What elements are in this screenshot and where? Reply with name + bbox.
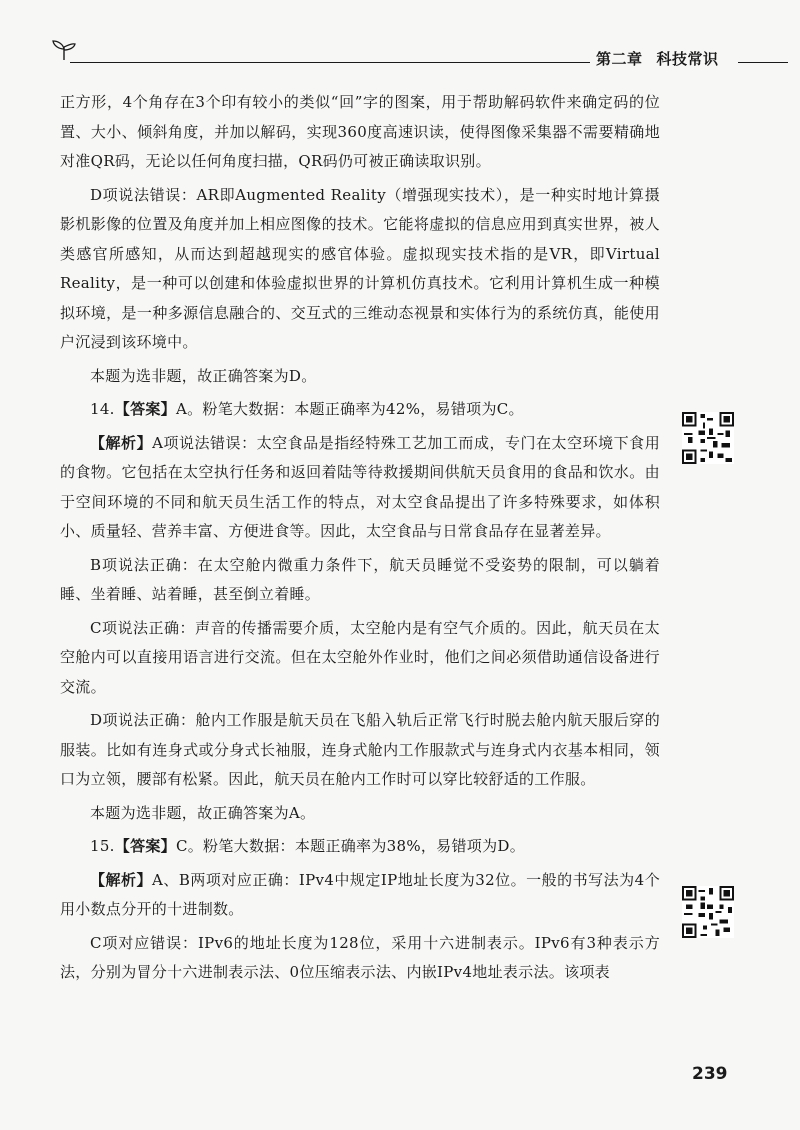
paragraph-text: A项说法错误：太空食品是指经特殊工艺加工而成，专门在太空环境下食用的食物。它包括在太空执行任务和返回着陆等待救援期间供航天员食用的食品和饮水。由于空间环境的不同和航天员生活工作的特点，对太空食品提出了许多特殊要求，如体积小、质量轻、营养丰富、方便进食等。因此，太空食品与日常食品存在显著差异。 [60, 433, 660, 540]
paragraph [60, 551, 660, 610]
paragraph-text: 正方形，4个角存在3个印有较小的类似“回”字的图案，用于帮助解码软件来确定码的位置、大小、倾斜角度，并加以解码，实现360度高速识读，使得图像采集器不需要精确地对准QR码，无论以任何角度扫描，QR码仍可被正确读取识别。 [60, 93, 660, 170]
sprout-icon [50, 38, 78, 62]
analysis-tag: 【解析】 [90, 433, 153, 452]
paragraph [60, 614, 660, 703]
paragraph [60, 929, 660, 988]
paragraph-text: D项说法正确：舱内工作服是航天员在飞船入轨后正常飞行时脱去舱内航天服后穿的服装。比如有连身式或分身式长袖服，连身式舱内工作服款式与连身式内衣基本相同，领口为立领，腰部有松紧。因此，航天员在舱内工作时可以穿比较舒适的工作服。 [60, 711, 660, 788]
header-rule-left [70, 62, 590, 63]
paragraph [60, 362, 660, 392]
chapter-heading [596, 48, 719, 69]
paragraph [60, 799, 660, 829]
answer-15 [60, 832, 660, 862]
question-number: 14. [90, 400, 115, 418]
analysis-15 [60, 866, 660, 925]
paragraph-text: A。粉笔大数据：本题正确率为42%，易错项为C。 [175, 400, 524, 418]
page-number: 239 [692, 1064, 728, 1084]
paragraph-text: A、B两项对应正确：IPv4中规定IP地址长度为32位。一般的书写法为4个用小数点分开的十进制数。 [60, 870, 660, 918]
paragraph-text: D项说法错误：AR即Augmented Reality（增强现实技术），是一种实时地计算摄影机影像的位置及角度并加上相应图像的技术。它能将虚拟的信息应用到真实世界，被人类感官所感知，从而达到超越现实的感官体验。虚拟现实技术指的是VR，即Virtual Reality，是一种可以创建和体验虚拟世界的计算机仿真技术。它利用计算机生成一种模拟环境，是一种多源信息融合的、交互式的三维动态视景和实体行为的系统仿真，能使用户沉浸到该环境中。 [60, 185, 660, 351]
paragraph-text: 本题为选非题，故正确答案为A。 [90, 803, 316, 822]
paragraph-text: C项对应错误：IPv6的地址长度为128位，采用十六进制表示。IPv6有3种表示方法，分别为冒分十六进制表示法、0位压缩表示法、内嵌IPv4地址表示法。该项表 [60, 933, 660, 981]
paragraph-text: C。粉笔大数据：本题正确率为38%，易错项为D。 [175, 837, 526, 855]
analysis-14 [60, 429, 660, 547]
analysis-tag: 【解析】 [90, 870, 153, 889]
qr-code-icon[interactable] [682, 412, 734, 464]
paragraph [60, 706, 660, 795]
chapter-number: 第二章 [596, 50, 643, 68]
answer-tag: 【答案】 [114, 837, 176, 855]
paragraph-text: C项说法正确：声音的传播需要介质，太空舱内是有空气介质的。因此，航天员在太空舱内可以直接用语言进行交流。但在太空舱外作业时，他们之间必须借助通信设备进行交流。 [60, 618, 660, 696]
header-rule-right [738, 62, 788, 63]
answer-tag: 【答案】 [114, 400, 176, 418]
answer-14 [60, 395, 660, 425]
question-number: 15. [90, 837, 115, 855]
chapter-title: 科技常识 [656, 50, 719, 68]
paragraph [60, 88, 660, 177]
paragraph-text: 本题为选非题，故正确答案为D。 [90, 366, 317, 385]
paragraph [60, 181, 660, 358]
page-header [0, 0, 800, 80]
body-text [60, 88, 660, 992]
qr-code-icon[interactable] [682, 886, 734, 938]
paragraph-text: B项说法正确：在太空舱内微重力条件下，航天员睡觉不受姿势的限制，可以躺着睡、坐着睡、站着睡，甚至倒立着睡。 [60, 555, 660, 603]
